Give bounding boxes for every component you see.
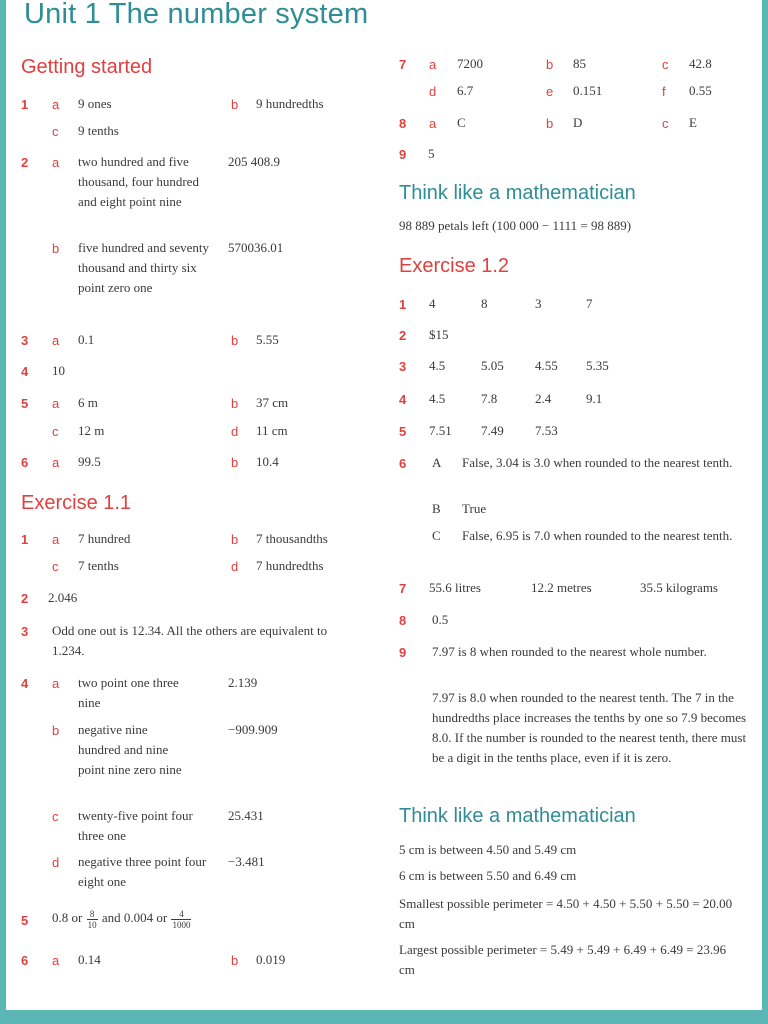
fraction	[171, 909, 191, 930]
part-letter: b	[231, 97, 239, 112]
question-number: 2	[21, 155, 29, 170]
answer-number: 205 408.9	[228, 154, 280, 169]
part-letter: e	[546, 84, 554, 99]
answer-text: 0.55	[689, 83, 712, 98]
answer-value: 3	[535, 296, 542, 311]
question-number: 1	[21, 97, 29, 112]
answer-value: 7.53	[535, 423, 558, 438]
answer-text: Odd one out is 12.34. All the others are equivalent to 1.234.	[52, 623, 328, 658]
answer-number: −909.909	[228, 722, 278, 737]
question-number: 2	[21, 591, 29, 606]
answer-text: 11 cm	[256, 423, 288, 438]
question-number: 6	[21, 455, 29, 470]
part-letter: d	[52, 855, 60, 870]
part-letter: b	[231, 532, 239, 547]
answer-text: 5 cm is between 4.50 and 5.49 cm	[399, 842, 577, 857]
question-number: 6	[399, 456, 407, 471]
question-number: 7	[399, 57, 407, 72]
question-number: 4	[21, 676, 29, 691]
answer-text: 6 cm is between 5.50 and 6.49 cm	[399, 868, 577, 883]
answer-value: 8	[481, 296, 488, 311]
answer-text: False, 3.04 is 3.0 when rounded to the nearest tenth.	[462, 455, 733, 470]
fraction-denominator: 10	[87, 919, 97, 930]
question-number: 5	[399, 424, 407, 439]
answer-text: 7200	[457, 56, 483, 71]
answer-words: negative nine hundred and nine point nine zero nine	[78, 722, 182, 777]
answer-value: 4.5	[429, 391, 446, 406]
answer-number: −3.481	[228, 854, 265, 869]
part-letter: b	[231, 333, 239, 348]
part-letter: f	[662, 84, 666, 99]
part-letter: b	[546, 116, 554, 131]
think-like-mathematician-heading: Think like a mathematician	[399, 182, 636, 204]
answer-text: 0.5	[432, 612, 449, 627]
part-letter: a	[52, 532, 60, 547]
fraction-numerator: 8	[87, 909, 98, 920]
part-letter: c	[52, 559, 59, 574]
answer-value: 4.55	[535, 358, 558, 373]
question-number: 8	[399, 613, 407, 628]
question-number: 3	[21, 624, 29, 639]
answer-text: 10.4	[256, 454, 279, 469]
part-letter: d	[231, 424, 239, 439]
option-label: C	[432, 528, 441, 543]
answer-value: 7.49	[481, 423, 504, 438]
think-like-mathematician-heading: Think like a mathematician	[399, 805, 636, 827]
answer-text: $15	[429, 327, 449, 342]
answer-text: 7 thousandths	[256, 531, 328, 546]
question-number: 2	[399, 328, 407, 343]
answer-value: 4.5	[429, 358, 446, 373]
answer-text: 0.151	[573, 83, 603, 98]
question-number: 3	[21, 333, 29, 348]
answer-text: 7.97 is 8.0 when rounded to the nearest tenth. The 7 in the hundredths place increases the tenths by one so 7.9 becomes 8.0. If the number is rounded to the nearest tenth, there must be a digit in the tenths place, even if it is zero.	[432, 690, 747, 765]
answer-text: 0.1	[78, 332, 95, 347]
option-label: B	[432, 501, 441, 516]
answer-value: 7	[586, 296, 593, 311]
part-letter: b	[546, 57, 554, 72]
answer-words: negative three point four eight one	[78, 854, 207, 889]
question-number: 5	[21, 396, 29, 411]
answer-text: 9 ones	[78, 96, 112, 111]
answer-text: 2.046	[48, 590, 78, 605]
answer-text: 7.97 is 8 when rounded to the nearest whole number.	[432, 644, 707, 659]
answer-value: 55.6 litres	[429, 580, 481, 595]
answer-text: 37 cm	[256, 395, 289, 410]
question-number: 8	[399, 116, 407, 131]
answer-text: Smallest possible perimeter = 4.50 + 4.50 + 5.50 + 5.50 = 20.00 cm	[399, 896, 733, 931]
answer-text: Largest possible perimeter = 5.49 + 5.49 + 6.49 + 6.49 = 23.96 cm	[399, 942, 727, 977]
part-letter: c	[52, 424, 59, 439]
answer-words: two hundred and five thousand, four hundred and eight point nine	[78, 154, 199, 209]
question-number: 1	[399, 297, 407, 312]
answer-text: 9 hundredths	[256, 96, 324, 111]
answer-text: C	[457, 115, 466, 130]
answer-text: 98 889 petals left (100 000 − 1111 = 98 889)	[399, 218, 632, 233]
answer-text: 12 m	[78, 423, 105, 438]
part-letter: a	[52, 97, 60, 112]
answer-text: 7 hundred	[78, 531, 131, 546]
part-letter: c	[662, 57, 669, 72]
answer-text: 6.7	[457, 83, 474, 98]
answer-text: 42.8	[689, 56, 712, 71]
answer-text: 7 tenths	[78, 558, 119, 573]
part-letter: a	[52, 333, 60, 348]
answer-text: 0.14	[78, 952, 101, 967]
part-letter: a	[52, 155, 60, 170]
answer-value: 7.8	[481, 391, 498, 406]
question-number: 9	[399, 645, 407, 660]
answer-number: 25.431	[228, 808, 264, 823]
part-letter: c	[52, 809, 59, 824]
getting-started-heading: Getting started	[21, 56, 153, 78]
answer-text: 99.5	[78, 454, 101, 469]
question-number: 7	[399, 581, 407, 596]
option-label: A	[432, 455, 442, 470]
answer-words: twenty-five point four three one	[78, 808, 193, 843]
part-letter: a	[52, 676, 60, 691]
question-number: 9	[399, 147, 407, 162]
question-number: 4	[21, 364, 29, 379]
part-letter: b	[52, 723, 60, 738]
answer-words: five hundred and seventy thousand and thirty six point zero one	[78, 240, 210, 295]
answer-value: 5.05	[481, 358, 504, 373]
answer-text: 0.019	[256, 952, 286, 967]
part-letter: d	[231, 559, 239, 574]
answer-value: 12.2 metres	[531, 580, 592, 595]
answer-text: 6 m	[78, 395, 98, 410]
part-letter: c	[662, 116, 669, 131]
part-letter: b	[231, 396, 239, 411]
answer-text: 7 hundredths	[256, 558, 324, 573]
answer-text: and 0.004 or	[101, 910, 168, 925]
answer-text: 10	[52, 363, 65, 378]
answer-text: 85	[573, 56, 586, 71]
answer-text: 5.55	[256, 332, 279, 347]
answer-text: D	[573, 115, 583, 130]
answer-value: 4	[429, 296, 436, 311]
answer-value: 9.1	[586, 391, 603, 406]
answer-value: 35.5 kilograms	[640, 580, 718, 595]
part-letter: a	[52, 396, 60, 411]
answer-page	[6, 0, 762, 1010]
answer-value: 2.4	[535, 391, 552, 406]
part-letter: a	[52, 455, 60, 470]
question-number: 4	[399, 392, 407, 407]
part-letter: a	[429, 57, 437, 72]
unit-title: Unit 1 The number system	[24, 0, 369, 30]
part-letter: a	[52, 953, 60, 968]
answer-text: 0.8 or	[52, 910, 83, 925]
fraction	[87, 909, 98, 930]
answer-text: E	[689, 115, 697, 130]
part-letter: b	[231, 953, 239, 968]
part-letter: b	[52, 241, 60, 256]
question-number: 6	[21, 953, 29, 968]
exercise-1-2-heading: Exercise 1.2	[399, 255, 510, 277]
answer-words: two point one three nine	[78, 675, 179, 710]
question-number: 1	[21, 532, 29, 547]
fraction-denominator: 1000	[172, 919, 191, 930]
question-number: 3	[399, 359, 407, 374]
answer-text: False, 6.95 is 7.0 when rounded to the nearest tenth.	[462, 528, 733, 543]
fraction-numerator: 4	[171, 909, 191, 920]
part-letter: b	[231, 455, 239, 470]
answer-value: 7.51	[429, 423, 452, 438]
answer-number: 570036.01	[228, 240, 284, 255]
part-letter: d	[429, 84, 437, 99]
answer-text: True	[462, 501, 487, 516]
answer-text: 5	[428, 146, 435, 161]
question-number: 5	[21, 913, 29, 928]
part-letter: c	[52, 124, 59, 139]
part-letter: a	[429, 116, 437, 131]
answer-value: 5.35	[586, 358, 609, 373]
fraction-answer	[52, 905, 192, 931]
answer-text: 9 tenths	[78, 123, 119, 138]
exercise-1-1-heading: Exercise 1.1	[21, 492, 132, 514]
answer-number: 2.139	[228, 675, 258, 690]
